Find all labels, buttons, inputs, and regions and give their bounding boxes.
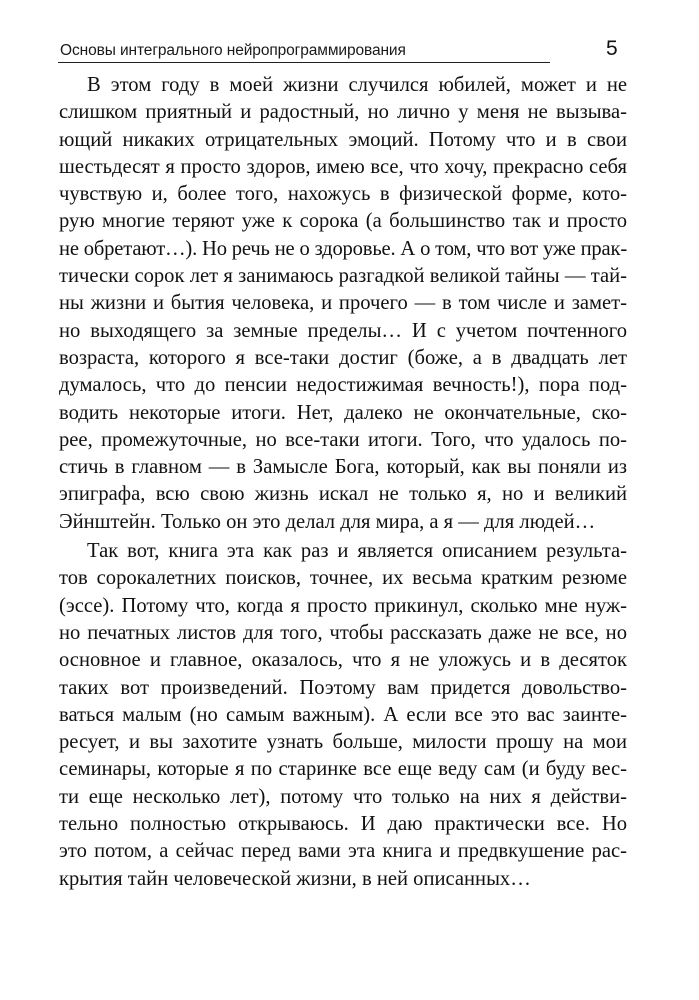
text-line: рую многие теряют уже к сорока (а большинство так и просто — [59, 210, 627, 233]
paragraph — [59, 538, 627, 893]
text-line: В этом году в моей жизни случился юбилей, может и не — [87, 74, 627, 96]
text-line: чувствую и, более того, нахожусь в физической форме, кото- — [59, 183, 627, 206]
text-line: эпиграфа, всю свою жизнь искал не только я, но и великий — [59, 483, 627, 506]
body-text — [59, 72, 627, 893]
text-line: семинары, которые я по старинке все еще веду сам (и буду вес- — [59, 758, 627, 781]
text-line: возраста, которого я все-таки достиг (боже, а в двадцать лет — [59, 346, 627, 369]
text-line: тически сорок лет я занимаюсь разгадкой великой тайны — тай- — [59, 265, 627, 288]
text-line: это потом, а сейчас перед вами эта книга и предвкушение рас- — [59, 840, 627, 863]
text-line: ющий никаких отрицательных эмоций. Потому что и в свои — [59, 128, 627, 151]
text-line: но печатных листов для того, чтобы рассказать даже не все, но — [59, 621, 627, 644]
text-line: ваться малым (но самым важным). А если все это вас заинте- — [59, 703, 627, 726]
page-number: 5 — [606, 37, 618, 60]
text-line: рее, промежуточные, но все-таки итоги. Того, что удалось по- — [59, 428, 627, 451]
text-line: (эссе). Потому что, когда я просто прикинул, сколько мне нуж- — [59, 594, 627, 617]
text-line: ресует, и вы захотите узнать больше, милости прошу на мои — [59, 731, 627, 754]
text-line: крытия тайн человеческой жизни, в ней описанных… — [59, 867, 531, 890]
text-line: стичь в главном — в Замысле Бога, который, как вы поняли из — [59, 456, 627, 479]
text-line: ны жизни и бытия человека, и прочего — в том числе и замет- — [59, 292, 627, 315]
text-line: думалось, что до пенсии недостижимая вечность!), пора под- — [59, 374, 627, 397]
text-line: ти еще несколько лет), потому что только на них я действи- — [59, 785, 627, 808]
text-line: тов сорокалетних поисков, точнее, их весьма кратким резюме — [59, 567, 627, 590]
text-line: водить некоторые итоги. Нет, далеко не окончательные, ско- — [59, 401, 627, 424]
paragraph — [59, 72, 627, 536]
text-line: таких вот произведений. Поэтому вам придется довольство- — [59, 676, 627, 699]
running-title: Основы интегрального нейропрограммирования — [60, 42, 406, 59]
text-line: но выходящего за земные пределы… И с учетом почтенного — [59, 319, 627, 342]
header-rule — [58, 62, 550, 63]
text-line: тельно полностью открываюсь. И даю практически все. Но — [59, 813, 627, 836]
text-line: шестьдесят я просто здоров, имею все, что хочу, прекрасно себя — [59, 155, 627, 178]
text-line: Эйнштейн. Только он это делал для мира, а я — для людей… — [59, 510, 596, 533]
text-line: слишком приятный и радостный, но лично у меня не вызыва- — [59, 101, 627, 124]
text-line: не обретают…). Но речь не о здоровье. А о том, что вот уже прак- — [59, 237, 627, 260]
text-line: основное и главное, оказалось, что я не уложусь и в десяток — [59, 649, 627, 672]
text-line: Так вот, книга эта как раз и является описанием результа- — [87, 540, 627, 563]
